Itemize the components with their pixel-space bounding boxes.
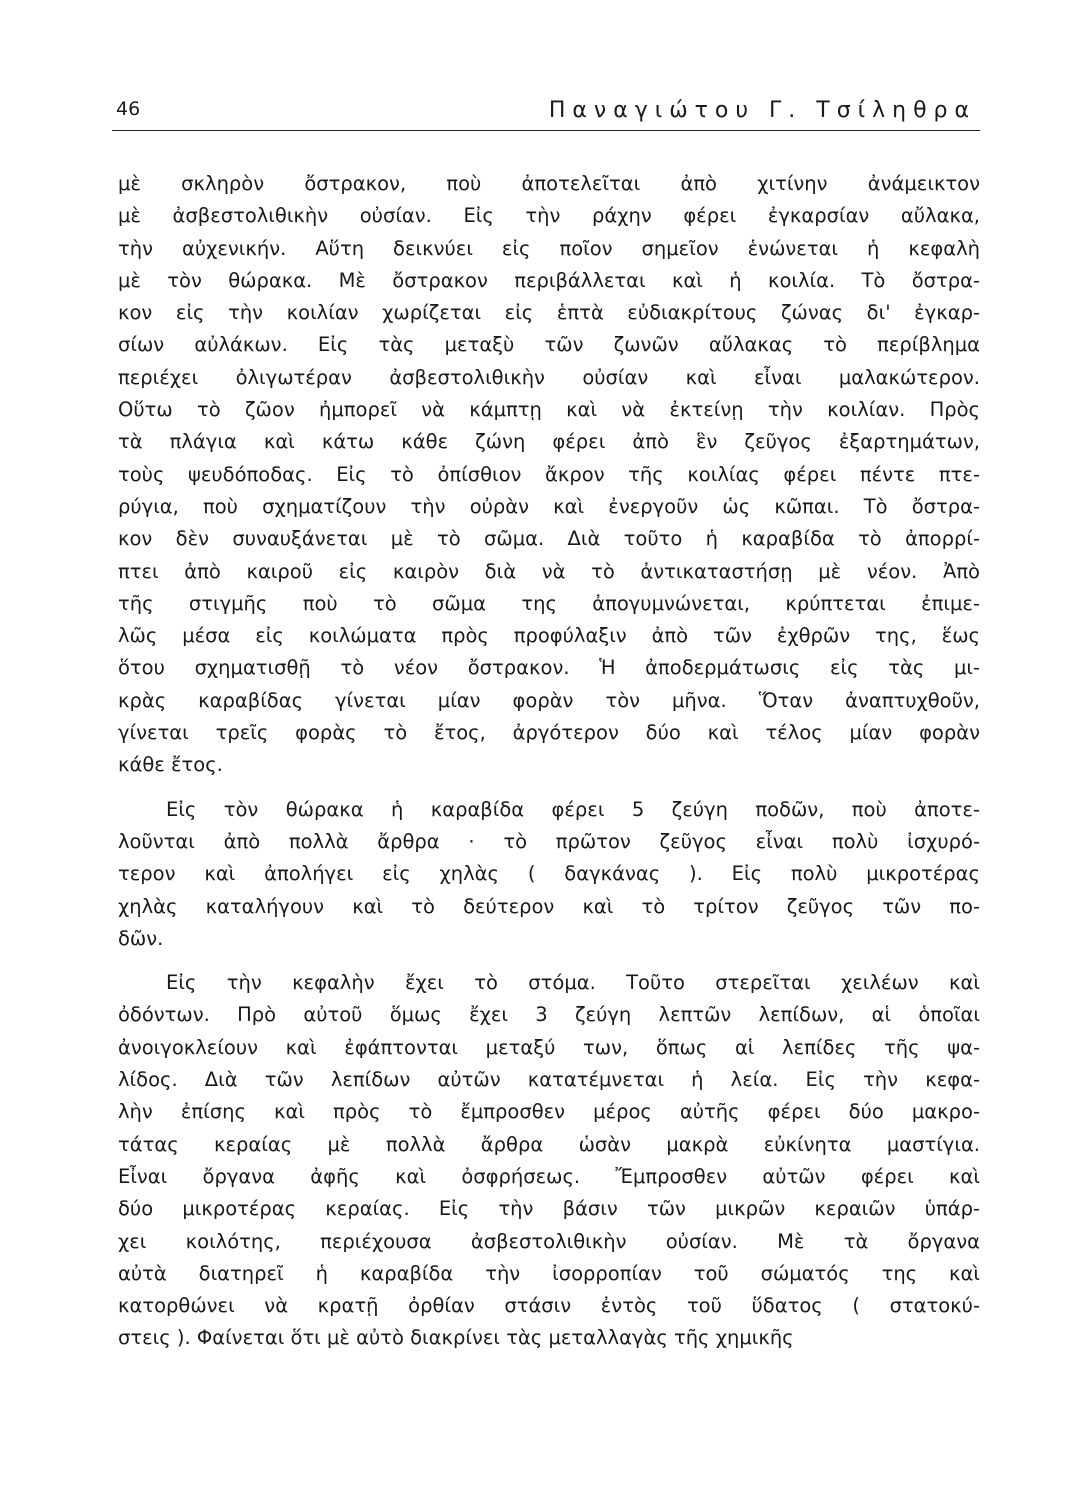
text-line: γίνεται τρεῖς φορὰς τὸ ἔτος, ἀργότερον δύο καὶ τέλος μίαν φορὰν — [118, 721, 980, 745]
text-line: σίων αὐλάκων. Εἰς τὰς μεταξὺ τῶν ζωνῶν αὔλακας τὸ περίβλημα — [118, 333, 980, 357]
text-line: πτει ἀπὸ καιροῦ εἰς καιρὸν διὰ νὰ τὸ ἀντικαταστήσῃ μὲ νέον. Ἀπὸ — [118, 559, 980, 583]
text-line: ὀδόντων. Πρὸ αὐτοῦ ὅμως ἔχει 3 ζεύγη λεπτῶν λεπίδων, αἱ ὁποῖαι — [118, 1003, 980, 1027]
text-line: χηλὰς καταλήγουν καὶ τὸ δεύτερον καὶ τὸ τρίτον ζεῦγος τῶν πο- — [118, 894, 980, 918]
text-line: μὲ τὸν θώρακα. Μὲ ὄστρακον περιβάλλεται καὶ ἡ κοιλία. Τὸ ὄστρα- — [118, 268, 980, 292]
text-line: λίδος. Διὰ τῶν λεπίδων αὐτῶν κατατέμνεται ἡ λεία. Εἰς τὴν κεφα- — [118, 1068, 980, 1092]
text-line: ὅτου σχηματισθῇ τὸ νέον ὄστρακον. Ἡ ἀποδερμάτωσις εἰς τὰς μι- — [118, 656, 980, 680]
text-line: μὲ σκληρὸν ὄστρακον, ποὺ ἀποτελεῖται ἀπὸ χιτίνην ἀνάμεικτον — [118, 172, 980, 195]
text-line: κατορθώνει νὰ κρατῇ ὀρθίαν στάσιν ἐντὸς τοῦ ὕδατος ( στατοκύ- — [118, 1294, 980, 1318]
text-line: ἀνοιγοκλείουν καὶ ἐφάπτονται μεταξύ των, ὅπως αἱ λεπίδες τῆς ψα- — [118, 1035, 980, 1059]
text-line: κον δὲν συναυξάνεται μὲ τὸ σῶμα. Διὰ τοῦτο ἡ καραβίδα τὸ ἀπορρί- — [118, 527, 980, 551]
running-head: Παναγιώτου Γ. Τσίληθρα — [548, 98, 976, 123]
text-line: χει κοιλότης, περιέχουσα ἀσβεστολιθικὴν οὐσίαν. Μὲ τὰ ὄργανα — [118, 1229, 980, 1253]
text-line: τερον καὶ ἀπολήγει εἰς χηλὰς ( δαγκάνας ). Εἰς πολὺ μικροτέρας — [118, 862, 980, 886]
paragraph — [118, 967, 980, 1355]
text-line: τῆς στιγμῆς ποὺ τὸ σῶμα της ἀπογυμνώνεται, κρύπτεται ἐπιμε- — [118, 591, 980, 615]
body-text — [118, 168, 980, 1355]
header-rule — [112, 130, 980, 131]
text-line: περιέχει ὀλιγωτέραν ἀσβεστολιθικὴν οὐσίαν καὶ εἶναι μαλακώτερον. — [118, 365, 980, 389]
text-line: Εἰς τὴν κεφαλὴν ἔχει τὸ στόμα. Τοῦτο στερεῖται χειλέων καὶ — [166, 971, 980, 995]
text-line: κάθε ἔτος. — [118, 753, 223, 777]
text-line: δύο μικροτέρας κεραίας. Εἰς τὴν βάσιν τῶν μικρῶν κεραιῶν ὑπάρ- — [118, 1197, 980, 1221]
text-line: κρὰς καραβίδας γίνεται μίαν φορὰν τὸν μῆνα. Ὅταν ἀναπτυχθοῦν, — [118, 688, 980, 712]
page-header — [112, 96, 980, 136]
text-line: Οὕτω τὸ ζῶον ἠμπορεῖ νὰ κάμπτῃ καὶ νὰ ἐκτείνῃ τὴν κοιλίαν. Πρὸς — [118, 398, 980, 422]
text-line: λοῦνται ἀπὸ πολλὰ ἄρθρα · τὸ πρῶτον ζεῦγος εἶναι πολὺ ἰσχυρό- — [118, 829, 980, 853]
text-line: Εἰς τὸν θώρακα ἡ καραβίδα φέρει 5 ζεύγη ποδῶν, ποὺ ἀποτε- — [166, 797, 980, 821]
text-line: μὲ ἀσβεστολιθικὴν οὐσίαν. Εἰς τὴν ράχην φέρει ἐγκαρσίαν αὔλακα, — [118, 204, 980, 228]
text-line: στεις ). Φαίνεται ὅτι μὲ αὐτὸ διακρίνει τὰς μεταλλαγὰς τῆς χημικῆς — [118, 1326, 794, 1350]
text-line: λῶς μέσα εἰς κοιλώματα πρὸς προφύλαξιν ἀπὸ τῶν ἐχθρῶν της, ἕως — [118, 624, 980, 648]
text-line: κον εἰς τὴν κοιλίαν χωρίζεται εἰς ἑπτὰ εὐδιακρίτους ζώνας δι' ἐγκαρ- — [118, 301, 980, 325]
text-line: τοὺς ψευδόποδας. Εἰς τὸ ὀπίσθιον ἄκρον τῆς κοιλίας φέρει πέντε πτε- — [118, 462, 980, 486]
text-line: δῶν. — [118, 926, 164, 950]
text-line: αὐτὰ διατηρεῖ ἡ καραβίδα τὴν ἰσορροπίαν τοῦ σώματός της καὶ — [118, 1261, 980, 1285]
page-number: 46 — [116, 98, 141, 120]
paragraph — [118, 794, 980, 955]
text-line: Εἶναι ὄργανα ἀφῆς καὶ ὀσφρήσεως. Ἔμπροσθεν αὐτῶν φέρει καὶ — [118, 1164, 980, 1188]
text-line: τὴν αὐχενικήν. Αὕτη δεικνύει εἰς ποῖον σημεῖον ἑνώνεται ἡ κεφαλὴ — [118, 236, 980, 260]
text-line: τὰ πλάγια καὶ κάτω κάθε ζώνη φέρει ἀπὸ ἓν ζεῦγος ἐξαρτημάτων, — [118, 430, 980, 454]
text-line: λὴν ἐπίσης καὶ πρὸς τὸ ἔμπροσθεν μέρος αὐτῆς φέρει δύο μακρο- — [118, 1100, 980, 1124]
text-line: ρύγια, ποὺ σχηματίζουν τὴν οὐρὰν καὶ ἐνεργοῦν ὡς κῶπαι. Τὸ ὄστρα- — [118, 494, 980, 518]
paragraph — [118, 168, 980, 782]
text-line: τάτας κεραίας μὲ πολλὰ ἄρθρα ὡσὰν μακρὰ εὐκίνητα μαστίγια. — [118, 1132, 980, 1156]
